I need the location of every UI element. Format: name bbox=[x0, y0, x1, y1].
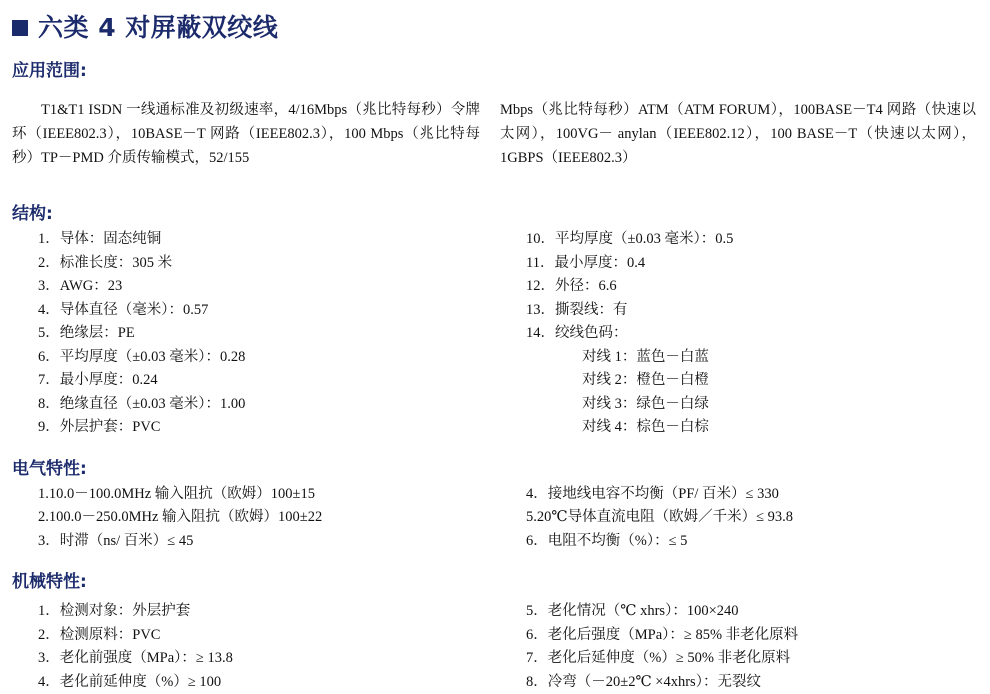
list-item: 1．导体：固态纯铜 bbox=[38, 231, 162, 248]
list-item: 1．检测对象：外层护套 bbox=[38, 603, 191, 620]
page-title-text: 六类 4 对屏蔽双绞线 bbox=[38, 13, 279, 42]
list-item: 8．冷弯（－20±2℃ ×4xhrs）：无裂纹 bbox=[526, 673, 761, 690]
structure-right-list bbox=[500, 228, 976, 439]
list-item: 5.20℃导体直流电阻（欧姆／千米）≤ 93.8 bbox=[526, 509, 794, 526]
application-right-paragraph: Mbps（兆比特每秒）ATM（ATM FORUM），100BASE－T4 网路（快速以太网），100VG－ anylan（IEEE802.12），100 BASE－T（快速以太网），1GBPS（IEEE802.3） bbox=[500, 102, 976, 166]
list-item: 12．外径：6.6 bbox=[526, 278, 617, 295]
list-item: 6．老化后强度（MPa）：≥ 85% 非老化原料 bbox=[526, 626, 799, 643]
list-item: 6．平均厚度（±0.03 毫米）：0.28 bbox=[38, 348, 246, 365]
list-item: 13．撕裂线：有 bbox=[526, 301, 628, 318]
section-heading-structure: 结构: bbox=[12, 204, 53, 225]
list-item: 对线 4：棕色－白棕 bbox=[582, 419, 709, 436]
list-item: 11．最小厚度：0.4 bbox=[526, 254, 646, 271]
list-item: 4．老化前延伸度（%）≥ 100 bbox=[38, 673, 222, 690]
list-item: 4．导体直径（毫米）：0.57 bbox=[38, 301, 209, 318]
mechanical-right-list bbox=[500, 600, 976, 694]
list-item: 3．AWG：23 bbox=[38, 278, 123, 295]
application-left-column bbox=[12, 85, 494, 186]
list-item: 7．老化后延伸度（%）≥ 50% 非老化原料 bbox=[526, 650, 791, 667]
electrical-right-column bbox=[494, 483, 976, 553]
bullet-square-icon bbox=[12, 20, 28, 36]
section-heading-mechanical: 机械特性: bbox=[12, 572, 87, 593]
section-body-electrical bbox=[0, 483, 990, 553]
list-item: 1.10.0－100.0MHz 输入阻抗（欧姆）100±15 bbox=[38, 485, 316, 502]
list-item: 3．时滞（ns/ 百米）≤ 45 bbox=[38, 532, 194, 549]
section-heading-electrical: 电气特性: bbox=[12, 458, 87, 479]
list-item: 7．最小厚度：0.24 bbox=[38, 372, 158, 389]
list-item: 3．老化前强度（MPa）：≥ 13.8 bbox=[38, 650, 233, 667]
list-item: 4．接地线电容不均衡（PF/ 百米）≤ 330 bbox=[526, 485, 779, 502]
list-item: 2．检测原料：PVC bbox=[38, 626, 161, 643]
electrical-left-list bbox=[12, 483, 480, 553]
structure-left-column bbox=[12, 228, 494, 439]
list-item: 14．绞线色码： bbox=[526, 325, 628, 342]
section-body-structure bbox=[0, 228, 990, 439]
list-item: 2.100.0－250.0MHz 输入阻抗（欧姆）100±22 bbox=[38, 509, 323, 526]
list-item: 2．标准长度：305 米 bbox=[38, 254, 173, 271]
list-item: 5．绝缘层：PE bbox=[38, 325, 135, 342]
mechanical-right-column bbox=[494, 596, 976, 694]
electrical-left-column bbox=[12, 483, 494, 553]
application-left-paragraph: T1&T1 ISDN 一线通标准及初级速率，4/16Mbps（兆比特每秒）令牌环（IEEE802.3），10BASE－T 网路（IEEE802.3），100 Mbps（兆比特每秒）TP－PMD 介质传输模式，52/155 bbox=[12, 102, 480, 166]
mechanical-left-column bbox=[12, 596, 494, 694]
section-body-mechanical bbox=[0, 596, 990, 694]
structure-right-column bbox=[494, 228, 976, 439]
list-item: 8．绝缘直径（±0.03 毫米）：1.00 bbox=[38, 395, 246, 412]
list-item: 10．平均厚度（±0.03 毫米）：0.5 bbox=[526, 231, 734, 248]
electrical-right-list bbox=[500, 483, 976, 553]
list-item: 对线 1：蓝色－白蓝 bbox=[582, 348, 709, 365]
list-item: 9．外层护套：PVC bbox=[38, 419, 161, 436]
list-item: 5．老化情况（℃ xhrs）：100×240 bbox=[526, 603, 739, 620]
structure-left-list bbox=[12, 228, 480, 439]
list-item: 对线 2：橙色－白橙 bbox=[582, 372, 709, 389]
list-item: 6．电阻不均衡（%）：≤ 5 bbox=[526, 532, 688, 549]
mechanical-left-list bbox=[12, 600, 480, 694]
page-title bbox=[0, 0, 990, 42]
list-item: 对线 3：绿色－白绿 bbox=[582, 395, 709, 412]
application-right-column bbox=[494, 85, 976, 186]
section-heading-application: 应用范围: bbox=[12, 60, 87, 81]
section-body-application bbox=[0, 85, 990, 186]
